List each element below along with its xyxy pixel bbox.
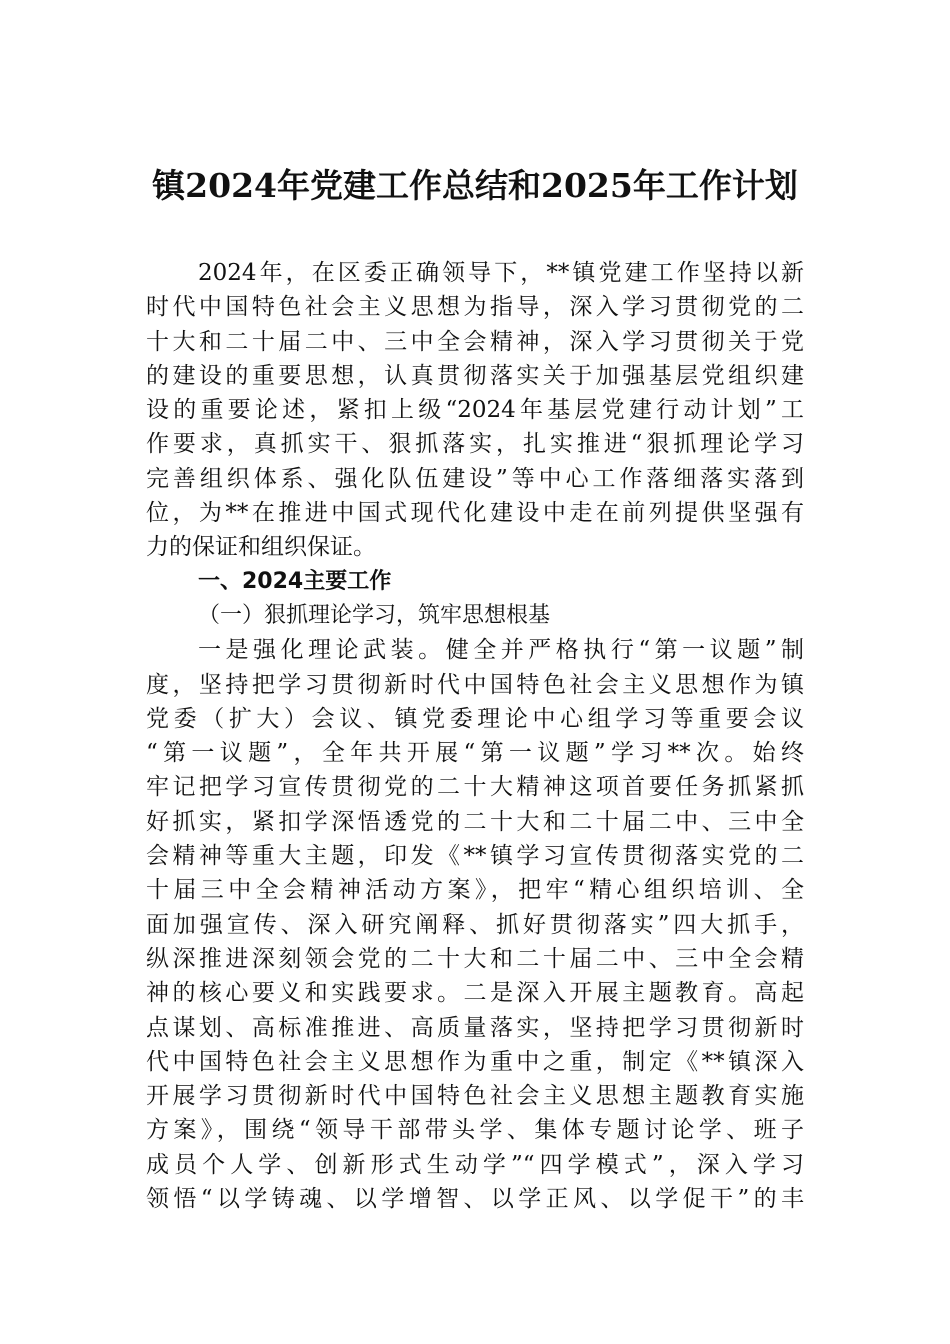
paragraph-line: 一是强化理论武装。健全并严格执行“第一议题”制 [198, 637, 804, 664]
paragraph-line: 方案》，围绕“领导干部带头学、集体专题讨论学、班子 [146, 1117, 804, 1144]
paragraph-line: 时代中国特色社会主义思想为指导，深入学习贯彻党的二 [146, 294, 804, 321]
section-heading: 一、2024主要工作 [198, 568, 392, 594]
subsection-heading: （一）狠抓理论学习，筑牢思想根基 [198, 602, 551, 628]
paragraph-line: 点谋划、高标准推进、高质量落实，坚持把学习贯彻新时 [146, 1014, 804, 1041]
paragraph-line: 作要求，真抓实干、狠抓落实，扎实推进“狠抓理论学习 [146, 431, 804, 458]
paragraph-line: 党委（扩大）会议、镇党委理论中心组学习等重要会议 [146, 705, 804, 732]
paragraph-line: 力的保证和组织保证。 [146, 534, 376, 561]
paragraph-line: 成员个人学、创新形式生动学”“四学模式”，深入学习 [146, 1151, 804, 1178]
paragraph-line: 设的重要论述，紧扣上级“2024年基层党建行动计划”工 [146, 397, 804, 424]
paragraph-line: 牢记把学习宣传贯彻党的二十大精神这项首要任务抓紧抓 [146, 774, 804, 801]
paragraph-line: 十届三中全会精神活动方案》，把牢“精心组织培训、全 [146, 877, 804, 904]
paragraph-line: 领悟“以学铸魂、以学增智、以学正风、以学促干”的丰 [146, 1186, 804, 1213]
paragraph-line: “第一议题”，全年共开展“第一议题”学习**次。始终 [146, 740, 804, 767]
paragraph-line: 代中国特色社会主义思想作为重中之重，制定《**镇深入 [146, 1048, 804, 1075]
document-body [146, 256, 804, 1216]
paragraph-line: 度，坚持把学习贯彻新时代中国特色社会主义思想作为镇 [146, 671, 804, 698]
paragraph-line: 面加强宣传、深入研究阐释、抓好贯彻落实”四大抓手， [146, 911, 804, 938]
paragraph-line: 的建设的重要思想，认真贯彻落实关于加强基层党组织建 [146, 362, 804, 389]
paragraph-line: 好抓实，紧扣学深悟透党的二十大和二十届二中、三中全 [146, 808, 804, 835]
paragraph-line: 神的核心要义和实践要求。二是深入开展主题教育。高起 [146, 980, 804, 1007]
document-title: 镇2024年党建工作总结和2025年工作计划 [152, 166, 798, 205]
paragraph-line: 开展学习贯彻新时代中国特色社会主义思想主题教育实施 [146, 1083, 804, 1110]
paragraph-line: 纵深推进深刻领会党的二十大和二十届二中、三中全会精 [146, 945, 804, 972]
paragraph-line: 十大和二十届二中、三中全会精神，深入学习贯彻关于党 [146, 328, 804, 355]
paragraph-line: 完善组织体系、强化队伍建设”等中心工作落细落实落到 [146, 465, 804, 492]
paragraph-line: 位，为**在推进中国式现代化建设中走在前列提供坚强有 [146, 500, 804, 527]
paragraph-line: 2024年，在区委正确领导下，**镇党建工作坚持以新 [198, 260, 804, 286]
paragraph-line: 会精神等重大主题，印发《**镇学习宣传贯彻落实党的二 [146, 843, 804, 870]
